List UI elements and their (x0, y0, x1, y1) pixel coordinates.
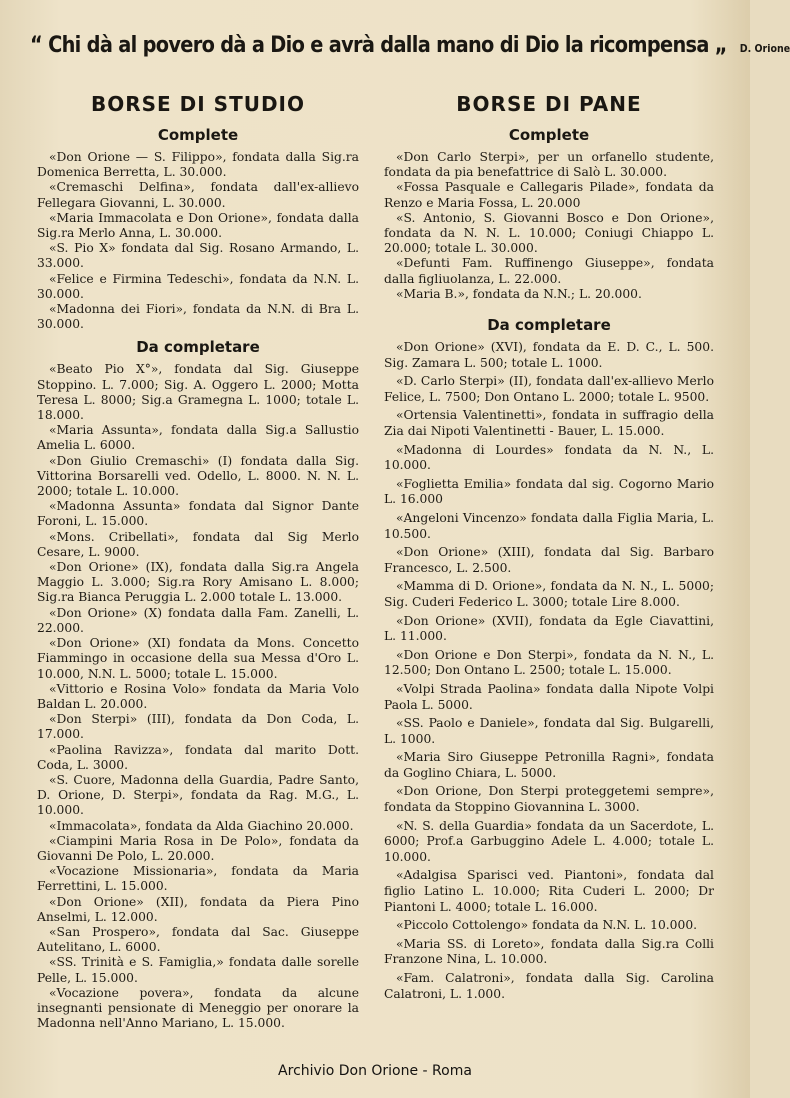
fund-entry: «Defunti Fam. Ruffinengo Giuseppe», fondata dalla figliuolanza, L. 22.000. (384, 256, 714, 286)
motto-banner (30, 32, 790, 58)
fund-entry: «Vittorio e Rosina Volo» fondata da Maria Volo Baldan L. 20.000. (37, 681, 359, 711)
fund-entry: «Mamma di D. Orione», fondata da N. N., L. 5000; Sig. Cuderi Federico L. 3000; totale Lire 8.000. (384, 579, 714, 609)
fund-entry: «Maria Siro Giuseppe Petronilla Ragni», fondata da Goglino Chiara, L. 5000. (384, 750, 714, 780)
fund-entry: «Don Orione» (XII), fondata da Piera Pino Anselmi, L. 12.000. (37, 894, 359, 924)
fund-entry: «Vocazione Missionaria», fondata da Maria Ferrettini, L. 15.000. (37, 864, 359, 894)
fund-entry: «Paolina Ravizza», fondata dal marito Dott. Coda, L. 3000. (37, 742, 359, 772)
fund-entry: «Don Orione» (IX), fondata dalla Sig.ra Angela Maggio L. 3.000; Sig.ra Rory Amisano L. 8.000; Sig.ra Bianca Peruggia L. 2.000 totale L. 13.000. (37, 560, 359, 605)
fund-entry: «Fam. Calatroni», fondata dalla Sig. Carolina Calatroni, L. 1.000. (384, 971, 714, 1001)
archive-footer: Archivio Don Orione - Roma (278, 1063, 472, 1079)
fund-entry: «S. Pio X» fondata dal Sig. Rosano Armando, L. 33.000. (37, 241, 359, 271)
fund-entry: «Fossa Pasquale e Callegaris Pilade», fondata da Renzo e Maria Fossa, L. 20.000 (384, 180, 714, 210)
fund-entry: «Adalgisa Sparisci ved. Piantoni», fondata dal figlio Latino L. 10.000; Rita Cuderi L. 2000; Dr Piantoni L. 4000; totale L. 16.000. (384, 868, 714, 914)
fund-entry: «Madonna di Lourdes» fondata da N. N., L. 10.000. (384, 442, 714, 473)
fund-entry: «Maria Assunta», fondata dalla Sig.a Sallustio Amelia L. 6000. (37, 423, 359, 453)
fund-entry: «Maria SS. di Loreto», fondata dalla Sig.ra Colli Franzone Nina, L. 10.000. (384, 936, 714, 967)
borse-studio-complete-list (37, 150, 359, 332)
borse-studio-title: BORSE DI STUDIO (90, 92, 305, 116)
borse-pane-incomplete-heading: Da completare (487, 316, 611, 335)
fund-entry: «Don Orione e Don Sterpi», fondata da N. N., L. 12.500; Don Ontano L. 2500; totale L. 15.000. (384, 647, 714, 678)
fund-entry: «Don Carlo Sterpi», per un orfanello studente, fondata da pia benefattrice di Salò L. 30.000. (384, 150, 714, 180)
fund-entry: «Beato Pio X°», fondata dal Sig. Giuseppe Stoppino. L. 7.000; Sig. A. Oggero L. 2000; Motta Teresa L. 8000; Sig.a Gramegna L. 1000; totale L. 18.000. (37, 362, 359, 423)
fund-entry: «Don Orione — S. Filippo», fondata dalla Sig.ra Domenica Berretta, L. 30.000. (37, 150, 359, 180)
fund-entry: «S. Antonio, S. Giovanni Bosco e Don Orione», fondata da N. N. L. 10.000; Coniugi Chiappo L. 20.000; totale L. 30.000. (384, 210, 714, 256)
fund-entry: «Don Orione» (XVI), fondata da E. D. C., L. 500. Sig. Zamara L. 500; totale L. 1000. (384, 340, 714, 370)
fund-entry: «Don Orione» (XVII), fondata da Egle Ciavattini, L. 11.000. (384, 613, 714, 644)
motto-text: “ Chi dà al povero dà a Dio e avrà dalla mano di Dio la ricompensa „ (30, 32, 727, 58)
fund-entry: «Vocazione povera», fondata da alcune insegnanti pensionate di Meneggio per onorare la Madonna nell'Anno Mariano, L. 15.000. (37, 985, 359, 1031)
fund-entry: «Volpi Strada Paolina» fondata dalla Nipote Volpi Paola L. 5000. (384, 681, 714, 712)
fund-entry: «S. Cuore, Madonna della Guardia, Padre Santo, D. Orione, D. Sterpi», fondata da Rag. M.G., L. 10.000. (37, 772, 359, 818)
borse-studio-incomplete-heading: Da completare (136, 338, 260, 357)
borse-pane-incomplete-list (384, 340, 714, 1002)
fund-entry: «Don Orione, Don Sterpi proteggetemi sempre», fondata da Stoppino Giovannina L. 3000. (384, 784, 714, 815)
borse-studio-incomplete-list (37, 362, 359, 1031)
fund-entry: «Don Sterpi» (III), fondata da Don Coda, L. 17.000. (37, 712, 359, 742)
fund-entry: «SS. Paolo e Daniele», fondata dal Sig. Bulgarelli, L. 1000. (384, 716, 714, 746)
fund-entry: «Maria B.», fondata da N.N.; L. 20.000. (396, 286, 642, 301)
borse-pane-column (384, 92, 714, 1005)
fund-entry: «N. S. della Guardia» fondata da un Sacerdote, L. 6000; Prof.a Garbuggino Adele L. 4.000; totale L. 10.000. (384, 818, 714, 864)
fund-entry: «Maria Immacolata e Don Orione», fondata dalla Sig.ra Merlo Anna, L. 30.000. (37, 210, 359, 241)
fund-entry: «Madonna Assunta» fondata dal Signor Dante Foroni, L. 15.000. (37, 499, 359, 529)
borse-studio-column (37, 92, 359, 1031)
fund-entry: «Immacolata», fondata da Alda Giachino 20.000. (49, 818, 354, 833)
fund-entry: «Don Giulio Cremaschi» (I) fondata dalla Sig. Vittorina Borsarelli ved. Odello, L. 8000. N. N. L. 2000; totale L. 10.000. (37, 453, 359, 499)
fund-entry: «Felice e Firmina Tedeschi», fondata da N.N. L. 30.000. (37, 271, 359, 301)
borse-pane-complete-list (384, 150, 714, 302)
fund-entry: «D. Carlo Sterpi» (II), fondata dall'ex-allievo Merlo Felice, L. 7500; Don Ontano L. 2000; totale L. 9500. (384, 374, 714, 404)
fund-entry: «Don Orione» (XI) fondata da Mons. Concetto Fiammingo in occasione della sua Messa d'Oro L. 10.000, N.N. L. 5000; totale L. 15.000. (37, 636, 359, 681)
fund-entry: «Piccolo Cottolengo» fondata da N.N. L. 10.000. (396, 918, 698, 933)
fund-entry: «Foglietta Emilia» fondata dal sig. Cogorno Mario L. 16.000 (384, 476, 714, 507)
fund-entry: «SS. Trinità e S. Famiglia,» fondata dalle sorelle Pelle, L. 15.000. (37, 955, 359, 985)
borse-studio-complete-heading: Complete (157, 126, 239, 144)
borse-pane-title: BORSE DI PANE (456, 92, 642, 116)
fund-entry: «Madonna dei Fiori», fondata da N.N. di Bra L. 30.000. (37, 302, 359, 332)
borse-pane-complete-heading: Complete (508, 126, 590, 144)
fund-entry: «Ortensia Valentinetti», fondata in suffragio della Zia dai Nipoti Valentinetti - Bauer, L. 15.000. (384, 408, 714, 438)
fund-entry: «Cremaschi Delfina», fondata dall'ex-allievo Fellegara Giovanni, L. 30.000. (37, 180, 359, 210)
fund-entry: «Don Orione» (XIII), fondata dal Sig. Barbaro Francesco, L. 2.500. (384, 545, 714, 575)
fund-entry: «San Prospero», fondata dal Sac. Giuseppe Autelitano, L. 6000. (37, 924, 359, 955)
fund-entry: «Ciampini Maria Rosa in De Polo», fondata da Giovanni De Polo, L. 20.000. (37, 833, 359, 863)
fund-entry: «Angeloni Vincenzo» fondata dalla Figlia Maria, L. 10.500. (384, 510, 714, 541)
fund-entry: «Don Orione» (X) fondata dalla Fam. Zanelli, L. 22.000. (37, 605, 359, 635)
fund-entry: «Mons. Cribellati», fondata dal Sig Merlo Cesare, L. 9000. (37, 529, 359, 559)
motto-signature: D. Orione (739, 42, 790, 55)
